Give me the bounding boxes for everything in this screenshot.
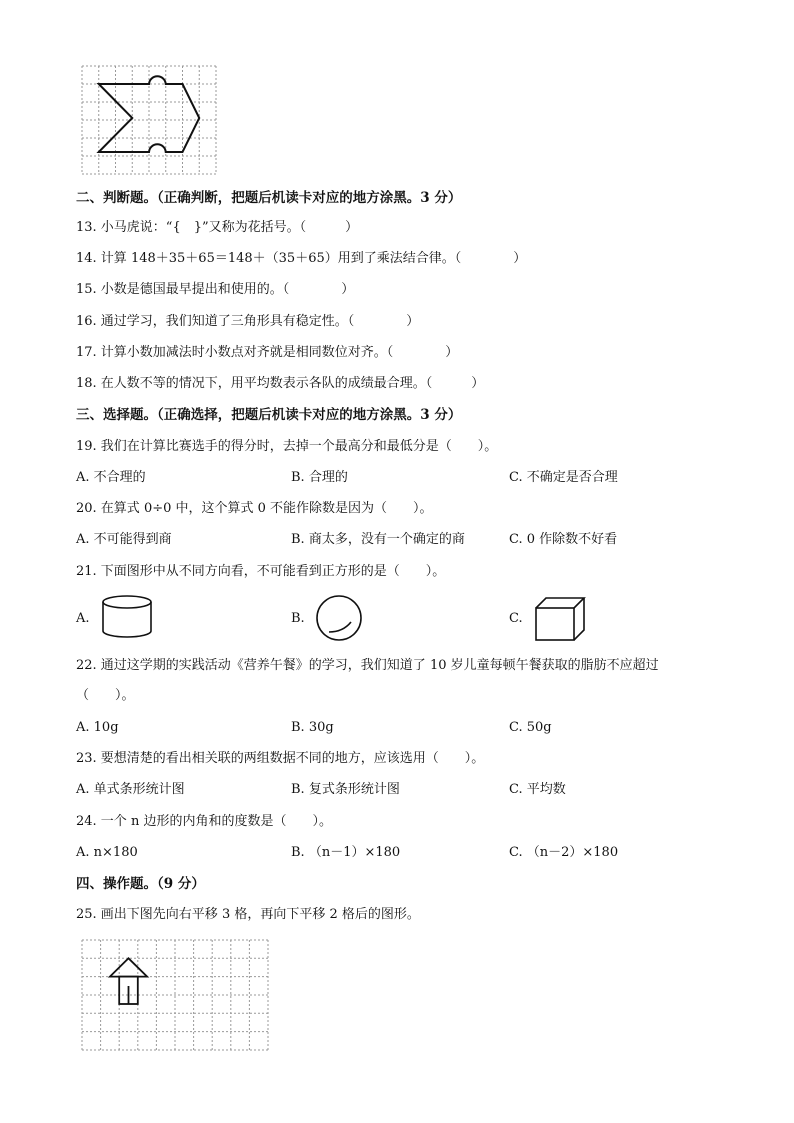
question-24: 24. 一个 n 边形的内角和的度数是（ ）。 <box>76 814 332 829</box>
q22-option-b: B. 30g <box>291 720 334 735</box>
question-25: 25. 画出下图先向右平移 3 格，再向下平移 2 格后的图形。 <box>76 907 420 922</box>
q19-option-c: C. 不确定是否合理 <box>509 470 618 485</box>
q22-option-a: A. 10g <box>76 720 119 735</box>
q20-option-b: B. 商太多，没有一个确定的商 <box>291 532 465 547</box>
section3-heading: 三、选择题。（正确选择，把题后机读卡对应的地方涂黑。3 分） <box>76 407 462 423</box>
question-15: 15. 小数是德国最早提出和使用的。（ ） <box>76 282 355 297</box>
q20-option-a: A. 不可能得到商 <box>76 532 172 547</box>
q19-option-b: B. 合理的 <box>291 470 348 485</box>
question-22: 22. 通过这学期的实践活动《营养午餐》的学习，我们知道了 10 岁儿童每顿午餐获取的脂肪不应超过 <box>76 658 659 673</box>
q24-option-c: C. （n－2）×180 <box>509 845 619 860</box>
section2-heading: 二、判断题。（正确判断，把题后机读卡对应的地方涂黑。3 分） <box>76 190 462 206</box>
q24-option-a: A. n×180 <box>76 845 138 860</box>
question-13: 13. 小马虎说：“{ }”又称为花括号。（ ） <box>76 220 359 235</box>
question-18: 18. 在人数不等的情况下，用平均数表示各队的成绩最合理。（ ） <box>76 376 485 391</box>
q19-option-a: A. 不合理的 <box>76 470 146 485</box>
q21-option-c: C. <box>509 611 523 626</box>
section4-heading: 四、操作题。（9 分） <box>76 876 205 892</box>
q23-option-c: C. 平均数 <box>509 782 566 797</box>
question-20: 20. 在算式 0÷0 中，这个算式 0 不能作除数是因为（ ）。 <box>76 501 433 516</box>
question-23: 23. 要想清楚的看出相关联的两组数据不同的地方，应该选用（ ）。 <box>76 751 485 766</box>
question-16: 16. 通过学习，我们知道了三角形具有稳定性。（ ） <box>76 314 420 329</box>
q23-option-a: A. 单式条形统计图 <box>76 782 185 797</box>
cylinder-figure <box>101 595 153 639</box>
top-grid-figure <box>82 66 216 174</box>
q23-option-b: B. 复式条形统计图 <box>291 782 400 797</box>
question-19: 19. 我们在计算比赛选手的得分时，去掉一个最高分和最低分是（ ）。 <box>76 439 498 454</box>
question-21: 21. 下面图形中从不同方向看，不可能看到正方形的是（ ）。 <box>76 564 446 579</box>
q21-option-a: A. <box>76 611 90 626</box>
question-17: 17. 计算小数加减法时小数点对齐就是相同数位对齐。（ ） <box>76 345 459 360</box>
bottom-grid-figure <box>82 940 268 1050</box>
q20-option-c: C. 0 作除数不好看 <box>509 532 618 547</box>
sphere-figure <box>315 594 363 642</box>
q21-option-b: B. <box>291 611 305 626</box>
cube-figure <box>534 596 586 642</box>
q22-option-c: C. 50g <box>509 720 552 735</box>
question-14: 14. 计算 148＋35＋65＝148＋（35＋65）用到了乘法结合律。（ ） <box>76 251 527 266</box>
question-22-blank: （ ）。 <box>76 688 135 703</box>
q24-option-b: B. （n－1）×180 <box>291 845 401 860</box>
